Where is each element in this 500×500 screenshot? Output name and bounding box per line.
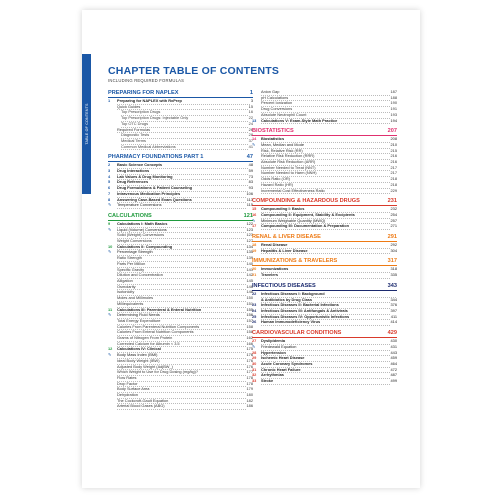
chapter-number: 8: [108, 196, 111, 202]
chapter-number: 33: [252, 378, 257, 384]
entry-page: 175: [246, 346, 253, 352]
entry-page: 157: [246, 317, 253, 323]
entry-page: 499: [390, 378, 397, 384]
section-header: [252, 258, 397, 266]
entry-page: 155: [246, 306, 253, 312]
entry-page: 176: [246, 352, 253, 358]
chapter-number: 24: [252, 307, 257, 313]
entry-title: Common Medical Abbreviations: [121, 145, 248, 151]
entry-page: 182: [246, 397, 253, 403]
entry-title: Percent Ionization: [261, 101, 390, 107]
chapter-number: 25: [252, 313, 257, 319]
section-title: CARDIOVASCULAR CONDITIONS: [252, 330, 342, 337]
section-header: [108, 90, 253, 98]
entry-title: Absolute Neutrophil Count: [261, 113, 390, 119]
entry-title: Biostatistics: [261, 137, 390, 143]
entry-page: 106: [246, 190, 253, 196]
entry-title: Corrected Calcium for Albumin < 3.5: [117, 342, 246, 348]
entry-page: 115: [246, 202, 253, 208]
formula-icon: ✎: [108, 249, 112, 255]
entry-title: Solid (Weight) Conversions: [117, 233, 246, 239]
entry-title: Dilution and Concentration: [117, 273, 246, 279]
entry-title: Hypertension: [261, 351, 390, 357]
entry-page: 217: [390, 164, 397, 170]
chapter-number: 16: [252, 211, 257, 217]
entry-page: 217: [390, 170, 397, 176]
entry-title: Required Formulas: [117, 128, 248, 134]
entry-page: 344: [390, 296, 397, 302]
entry-page: 122: [246, 220, 253, 226]
entry-page: 140: [246, 260, 253, 266]
section-header: [252, 128, 397, 136]
chapter-number: 13: [252, 117, 257, 123]
entry-title: Absolute Risk Reduction (ARR): [261, 160, 390, 166]
section-title: BIOSTATISTICS: [252, 128, 294, 135]
entry-title: Ratio Strength: [117, 256, 246, 262]
chapter-number: 17: [252, 223, 257, 229]
section-page: 47: [246, 154, 253, 161]
entry-page: 24: [248, 120, 253, 126]
entry-page: 41: [248, 143, 253, 149]
entry-page: 304: [390, 247, 397, 253]
entry-title: Calculations IV: Clinical: [117, 347, 246, 353]
section-header: [252, 330, 397, 338]
entry-title: Compounding II: Equipment, Stability & Excipients: [261, 213, 390, 219]
entry-title: Weight Conversions: [117, 239, 246, 245]
entry-title: Acute Coronary Syndromes: [261, 362, 390, 368]
chapter-number: 26: [252, 319, 257, 325]
entry-page: 16: [248, 109, 253, 115]
entry-title: Hazard Ratio (HR): [261, 183, 390, 189]
entry-title: Calories From Enteral Nutrition Components: [117, 330, 246, 336]
entry-title: Preparing for NAPLEX with RxPrep: [117, 99, 250, 105]
entry-title: Calculations II: Compounding: [117, 245, 246, 251]
section-header: [108, 213, 253, 221]
entry-title: Infectious Diseases II: Bacterial Infections: [261, 303, 390, 309]
entry-page: 158: [246, 329, 253, 335]
entry-page: 179: [246, 386, 253, 392]
entry-title: Minimum Weighable Quantity (MWQ): [261, 219, 390, 225]
entry-title: Renal Disease: [261, 243, 390, 249]
entry-page: 177: [246, 369, 253, 375]
entry-page: 208: [390, 136, 397, 142]
entry-page: 59: [248, 168, 253, 174]
entry-title: Answering Case-Based Exam Questions: [117, 198, 246, 204]
entry-page: 210: [390, 141, 397, 147]
entry-title: Medical Terms: [121, 139, 248, 145]
formula-icon: ✎: [252, 343, 256, 349]
entry-title: Relative Risk Reduction (RRR): [261, 154, 390, 160]
entry-title: Odds Ratio (OR): [261, 177, 390, 183]
chapter-number: 21: [252, 272, 257, 278]
entry-page: 186: [246, 403, 253, 409]
entry-title: Number Needed to Harm (NNH): [261, 171, 390, 177]
entry-title: The Cockcroft-Gault Equation: [117, 399, 246, 405]
entry-page: 216: [390, 159, 397, 165]
entry-title: Diagnostic Tests: [121, 133, 248, 139]
entry-title: Mean, Median and Mode: [261, 143, 390, 149]
entry-page: 411: [390, 313, 397, 319]
entry-title: Milliequivalents: [117, 302, 246, 308]
entry-title: Incremental Cost Effectiveness Ratio: [261, 189, 390, 195]
entry-page: 158: [246, 323, 253, 329]
entry-title: Stroke: [261, 379, 390, 385]
chapter-number: 28: [252, 349, 257, 355]
book-page: [82, 10, 420, 488]
entry-title: Calculations III: Parenteral & Enteral Nutrition: [117, 308, 246, 314]
entry-page: 123: [246, 232, 253, 238]
entry-page: 218: [390, 176, 397, 182]
entry-title: Intravenous Medication Principles: [117, 192, 246, 198]
entry-title: Body Mass Index (BMI): [117, 353, 246, 359]
entry-title: Drug Interactions: [117, 169, 248, 175]
section-title: INFECTIOUS DISEASES: [252, 282, 316, 289]
entry-title: Number Needed to Treat (NNT): [261, 166, 390, 172]
toc-entry: [252, 320, 397, 326]
side-tab-label: TABLE OF CONTENTS: [84, 103, 89, 145]
chapter-number: 32: [252, 372, 257, 378]
section-title: IMMUNIZATIONS & TRAVELERS: [252, 258, 338, 265]
entry-title: Quick Guides: [117, 105, 248, 111]
entry-page: 178: [246, 374, 253, 380]
entry-page: 464: [390, 360, 397, 366]
entry-title: Grams of Nitrogen From Protein: [117, 336, 246, 342]
entry-title: Specific Gravity: [117, 268, 246, 274]
entry-title: Isotonicity: [117, 290, 246, 296]
entry-page: 156: [246, 312, 253, 318]
section-page: 343: [387, 282, 397, 289]
entry-title: Lab Values & Drug Monitoring: [117, 175, 248, 181]
formula-icon: ✎: [252, 217, 256, 223]
entry-page: 145: [246, 277, 253, 283]
chapter-number: 9: [108, 220, 111, 226]
chapter-number: 15: [252, 206, 257, 212]
entry-page: 180: [246, 392, 253, 398]
entry-page: 187: [390, 89, 397, 94]
entry-title: Arrhythmias: [261, 373, 390, 379]
entry-page: 22: [248, 115, 253, 121]
entry-page: 414: [390, 319, 397, 325]
entry-title: Parts Per Million: [117, 262, 246, 268]
entry-title: Calories From Parenteral Nutrition Components: [117, 325, 246, 331]
entry-title: Liquid (Volume) Conversions: [117, 228, 246, 234]
entry-page: 318: [390, 266, 397, 272]
entry-page: 216: [390, 153, 397, 159]
entry-page: 73: [248, 173, 253, 179]
entry-title: Hepatitis & Liver Disease: [261, 249, 390, 255]
chapter-number: 7: [108, 190, 111, 196]
entry-title: Infectious Diseases I: Background: [261, 292, 396, 298]
entry-title: Top OTC Drugs: [121, 122, 248, 128]
entry-page: 151: [246, 300, 253, 306]
entry-title: Friedewald Equation: [261, 345, 390, 351]
entry-page: 139: [246, 255, 253, 261]
chapter-number: 22: [252, 290, 257, 296]
entry-page: 218: [390, 181, 397, 187]
entry-title: Arterial Blood Gases (ABG): [117, 404, 246, 410]
entry-title: Determining Fluid Needs: [117, 313, 246, 319]
section-header: [252, 198, 397, 206]
page-title: CHAPTER TABLE OF CONTENTS: [108, 65, 280, 77]
page-subtitle: INCLUDING REQUIRED FORMULAS: [108, 78, 185, 83]
entry-title: Osmolarity: [117, 285, 246, 291]
entry-title: Infectious Diseases III: Antifungals & Antivirals: [261, 309, 390, 315]
entry-page: 113: [246, 196, 253, 202]
section-page: 207: [387, 128, 397, 135]
section-page: 121: [243, 212, 253, 219]
section-page: 317: [387, 258, 397, 265]
entry-page: 190: [390, 100, 397, 106]
entry-page: 3: [250, 98, 253, 103]
entry-page: 443: [390, 349, 397, 355]
entry-title: Basic Science Concepts: [117, 163, 248, 169]
entry-title: Dehydration: [117, 393, 246, 399]
entry-title: Anion Gap: [261, 90, 390, 96]
entry-page: 26: [248, 126, 253, 132]
entry-page: 176: [246, 363, 253, 369]
section-page: 1: [249, 90, 253, 96]
section-page: 429: [387, 330, 397, 337]
toc-entry: [252, 119, 397, 125]
section-title: PREPARING FOR NAPLEX: [108, 90, 179, 96]
entry-title: pH Calculations: [261, 96, 390, 102]
entry-page: 376: [390, 302, 397, 308]
entry-page: 232: [390, 206, 397, 212]
entry-title: Flow Rates: [117, 376, 246, 382]
entry-title: Compounding I: Basics: [261, 207, 390, 213]
chapter-number: 3: [108, 168, 111, 174]
section-title: RENAL & LIVER DISEASE: [252, 234, 321, 241]
entry-page: 191: [390, 106, 397, 112]
entry-page: 166: [246, 340, 253, 346]
toc-entry: [252, 379, 397, 385]
entry-title: Drug References: [117, 180, 248, 186]
entry-page: 28: [248, 132, 253, 138]
entry-page: 127: [246, 238, 253, 244]
entry-page: 150: [246, 295, 253, 301]
entry-title: Alligation: [117, 279, 246, 285]
entry-page: 397: [390, 307, 397, 313]
toc-entry: [252, 249, 397, 255]
chapter-number: 6: [108, 185, 111, 191]
toc-entry: [252, 189, 397, 195]
entry-title: Top Prescription Drugs: Injectable Only: [121, 116, 248, 122]
entry-page: 141: [246, 266, 253, 272]
entry-title: Ideal Body Weight (IBW): [117, 359, 246, 365]
chapter-number: 31: [252, 366, 257, 372]
toc-entry: [108, 145, 253, 151]
entry-title: Human Immunodeficiency Virus: [261, 320, 390, 326]
entry-title: Immunizations: [261, 267, 390, 273]
entry-page: 271: [390, 223, 397, 229]
entry-page: 229: [390, 187, 397, 193]
entry-title: Chronic Heart Failure: [261, 368, 390, 374]
entry-page: 48: [248, 162, 253, 168]
chapter-number: 10: [108, 243, 113, 249]
entry-page: 193: [390, 111, 397, 117]
entry-page: 459: [390, 355, 397, 361]
entry-page: 292: [390, 242, 397, 248]
entry-page: 178: [246, 380, 253, 386]
entry-page: 472: [390, 366, 397, 372]
toc-entry: [252, 273, 397, 279]
entry-title: Compounding III: Documentation & Preparation: [261, 224, 390, 230]
entry-title: Total Energy Expenditure: [117, 319, 246, 325]
chapter-number: 12: [108, 346, 113, 352]
entry-page: 93: [248, 185, 253, 191]
section-page: 291: [387, 234, 397, 241]
chapter-number: 29: [252, 355, 257, 361]
section-header: [252, 283, 397, 291]
chapter-number: 14: [252, 136, 257, 142]
entry-title: Percentage Strength: [117, 250, 246, 256]
entry-title: Which Weight to Use for Drug Dosing (mg/kg)?: [117, 370, 246, 376]
entry-title: Calculations I: Math Basics: [117, 222, 246, 228]
entry-title: Calculations V: Exam-Style Math Practice: [261, 119, 390, 125]
section-title: COMPOUNDING & HAZARDOUS DRUGS: [252, 198, 360, 205]
entry-title: Drop Factor: [117, 382, 246, 388]
chapter-number: 1: [108, 98, 111, 103]
entry-title: Drug Formulations & Patient Counseling: [117, 186, 248, 192]
section-title: CALCULATIONS: [108, 212, 152, 219]
section-header: [252, 234, 397, 242]
entry-title: Adjusted Body Weight (AdjBW_): [117, 365, 246, 371]
entry-page: 142: [246, 272, 253, 278]
entry-title: Infectious Diseases IV: Opportunistic Infections: [261, 315, 390, 321]
entry-page: 431: [390, 343, 397, 349]
section-header: [108, 154, 253, 162]
toc-left-column: [108, 90, 253, 410]
entry-title: Travelers: [261, 273, 390, 279]
chapter-number: 19: [252, 247, 257, 253]
section-title: PHARMACY FOUNDATIONS PART 1: [108, 154, 204, 161]
entry-page: 123: [246, 226, 253, 232]
formula-icon: ✎: [108, 226, 112, 232]
entry-page: 15: [248, 103, 253, 109]
chapter-number: 2: [108, 162, 111, 168]
entry-page: 430: [390, 338, 397, 344]
entry-page: 194: [390, 117, 397, 123]
chapter-number: 30: [252, 360, 257, 366]
entry-title: Body Surface Area: [117, 387, 246, 393]
entry-title: Dyslipidemia: [261, 339, 390, 345]
chapter-number: 18: [252, 242, 257, 248]
chapter-number: 5: [108, 179, 111, 185]
entry-title: & Antibiotics by Drug Class: [261, 298, 390, 304]
entry-page: 83: [248, 179, 253, 185]
entry-page: 335: [390, 272, 397, 278]
entry-title: Moles and Millimoles: [117, 296, 246, 302]
entry-page: 487: [390, 372, 397, 378]
entry-title: Ischemic Heart Disease: [261, 356, 390, 362]
chapter-number: 4: [108, 173, 111, 179]
entry-page: 37: [248, 137, 253, 143]
formula-icon: ✎: [108, 202, 112, 208]
chapter-number: 23: [252, 302, 257, 308]
formula-icon: ✎: [108, 352, 112, 358]
entry-page: 146: [246, 283, 253, 289]
toc-entry: [108, 203, 253, 209]
entry-page: 162: [246, 335, 253, 341]
formula-icon: ✎: [108, 312, 112, 318]
chapter-number: 20: [252, 266, 257, 272]
entry-page: 176: [246, 357, 253, 363]
toc-entry: [252, 224, 397, 230]
entry-page: 148: [246, 289, 253, 295]
entry-page: 134: [246, 243, 253, 249]
toc-entry: [108, 404, 253, 410]
entry-title: Drug Conversions: [261, 107, 390, 113]
entry-page: 254: [390, 211, 397, 217]
entry-title: Risk, Relative Risk (RR): [261, 149, 390, 155]
entry-title: Top Prescription Drugs: [121, 110, 248, 116]
formula-icon: ✎: [252, 141, 256, 147]
chapter-number: 11: [108, 306, 113, 312]
entry-page: 135: [246, 249, 253, 255]
chapter-number: 27: [252, 338, 257, 344]
entry-page: 188: [390, 94, 397, 100]
entry-page: 215: [390, 147, 397, 153]
section-page: 231: [387, 198, 397, 205]
entry-page: 257: [390, 217, 397, 223]
entry-title: Temperature Conversions: [117, 203, 246, 209]
